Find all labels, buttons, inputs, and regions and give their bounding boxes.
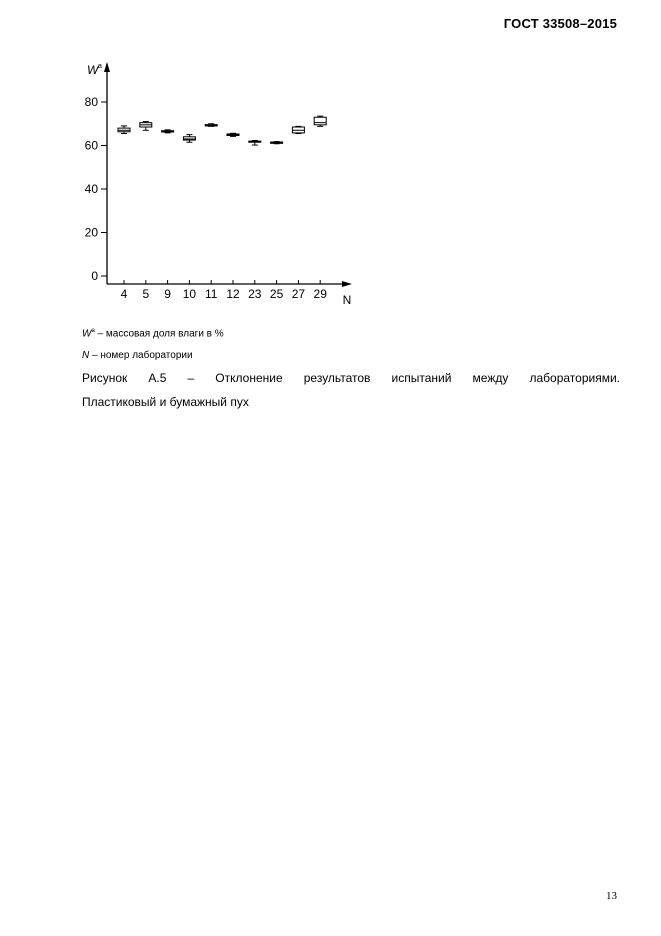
x-axis <box>107 280 352 307</box>
boxes <box>118 116 326 145</box>
box-lab-12 <box>227 133 239 136</box>
y-tick-label: 20 <box>84 225 98 240</box>
caption-line-2: Пластиковый и бумажный пух <box>82 395 249 409</box>
box-lab-23 <box>249 140 261 145</box>
y-tick-label: 0 <box>91 269 98 283</box>
box-body <box>314 117 326 125</box>
box-lab-10 <box>183 135 195 143</box>
x-tick-label: 27 <box>291 287 306 301</box>
y-tick-label: 80 <box>84 95 98 109</box>
legend-lab-number <box>82 350 193 361</box>
document-code: ГОСТ 33508–2015 <box>503 16 617 31</box>
x-tick-label: 23 <box>248 287 262 301</box>
x-tick-label: 29 <box>313 287 327 301</box>
y-axis-arrow <box>104 62 110 72</box>
x-axis-symbol: N <box>342 293 352 307</box>
box-lab-5 <box>140 122 152 131</box>
box-lab-9 <box>162 130 174 133</box>
legend-w-symbol: W <box>82 328 92 340</box>
box-lab-27 <box>292 126 304 133</box>
y-axis-symbol: W <box>87 63 99 77</box>
legend-n-symbol: N <box>82 350 90 361</box>
x-tick-label: 10 <box>182 287 197 301</box>
box-lab-11 <box>205 124 217 127</box>
legend-w-superscript: a <box>91 328 95 334</box>
y-axis-superscript: a <box>98 63 102 70</box>
x-tick-label: 11 <box>204 287 218 301</box>
x-tick-label: 12 <box>226 287 240 301</box>
legend-moisture <box>82 328 224 339</box>
y-tick-label: 60 <box>84 138 98 153</box>
page-number: 13 <box>606 890 617 902</box>
x-axis-arrow <box>342 281 352 287</box>
y-tick-label: 40 <box>84 182 98 196</box>
box-lab-29 <box>314 116 326 126</box>
figure-caption <box>82 366 620 414</box>
box-lab-4 <box>118 126 130 134</box>
x-tick-label: 5 <box>142 287 150 301</box>
box-body <box>183 137 195 140</box>
x-tick-label: 4 <box>120 287 128 301</box>
legend-n-description: – номер лаборатории <box>89 350 193 361</box>
x-tick-label: 9 <box>164 287 171 301</box>
boxplot-chart <box>80 58 365 308</box>
y-axis <box>85 62 110 284</box>
caption-line-1: Рисунок А.5 – Отклонение результатов испытаний между лабораториями. <box>82 371 620 385</box>
box-lab-25 <box>271 142 283 144</box>
legend-w-description: – массовая доля влаги в % <box>94 328 224 340</box>
x-tick-label: 25 <box>269 287 284 301</box>
